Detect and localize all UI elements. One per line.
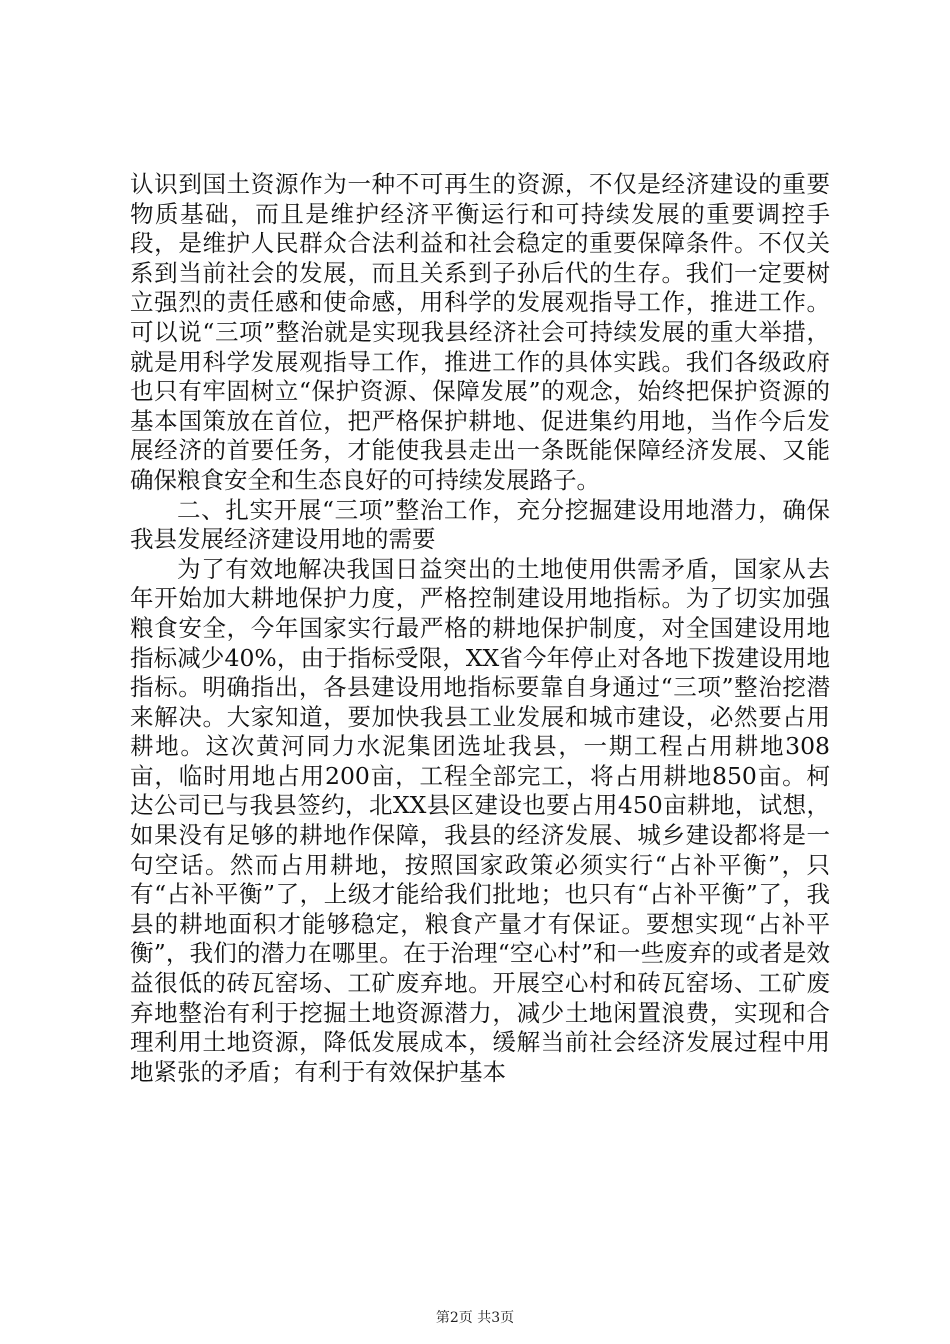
page-number-footer: 第2页 共3页 <box>435 1310 515 1326</box>
document-body <box>130 170 830 1087</box>
section-heading: 二、扎实开展“三项”整治工作，充分挖掘建设用地潜力，确保我县发展经济建设用地的需要 <box>130 495 830 554</box>
paragraph-continuation: 认识到国土资源作为一种不可再生的资源，不仅是经济建设的重要物质基础，而且是维护经济平衡运行和可持续发展的重要调控手段，是维护人民群众合法利益和社会稳定的重要保障条件。不仅关系到当前社会的发展，而且关系到子孙后代的生存。我们一定要树立强烈的责任感和使命感，用科学的发展观指导工作，推进工作。可以说“三项”整治就是实现我县经济社会可持续发展的重大举措，就是用科学发展观指导工作，推进工作的具体实践。我们各级政府也只有牢固树立“保护资源、保障发展”的观念，始终把保护资源的基本国策放在首位，把严格保护耕地、促进集约用地，当作今后发展经济的首要任务，才能使我县走出一条既能保障经济发展、又能确保粮食安全和生态良好的可持续发展路子。 <box>130 170 830 494</box>
paragraph: 为了有效地解决我国日益突出的土地使用供需矛盾，国家从去年开始加大耕地保护力度，严格控制建设用地指标。为了切实加强粮食安全，今年国家实行最严格的耕地保护制度，对全国建设用地指标减少40%，由于指标受限，XX省今年停止对各地下拨建设用地指标。明确指出，各县建设用地指标要靠自身通过“三项”整治挖潜来解决。大家知道，要加快我县工业发展和城市建设，必然要占用耕地。这次黄河同力水泥集团选址我县，一期工程占用耕地308亩，临时用地占用200亩，工程全部完工，将占用耕地850亩。柯达公司已与我县签约，北XX县区建设也要占用450亩耕地，试想，如果没有足够的耕地作保障，我县的经济发展、城乡建设都将是一句空话。然而占用耕地，按照国家政策必须实行“占补平衡”，只有“占补平衡”了，上级才能给我们批地；也只有“占补平衡”了，我县的耕地面积才能够稳定，粮食产量才有保证。要想实现“占补平衡”，我们的潜力在哪里。在于治理“空心村”和一些废弃的或者是效益很低的砖瓦窑场、工矿废弃地。开展空心村和砖瓦窑场、工矿废弃地整治有利于挖掘土地资源潜力，减少土地闲置浪费，实现和合理利用土地资源，降低发展成本，缓解当前社会经济发展过程中用地紧张的矛盾；有利于有效保护基本 <box>130 554 830 1086</box>
